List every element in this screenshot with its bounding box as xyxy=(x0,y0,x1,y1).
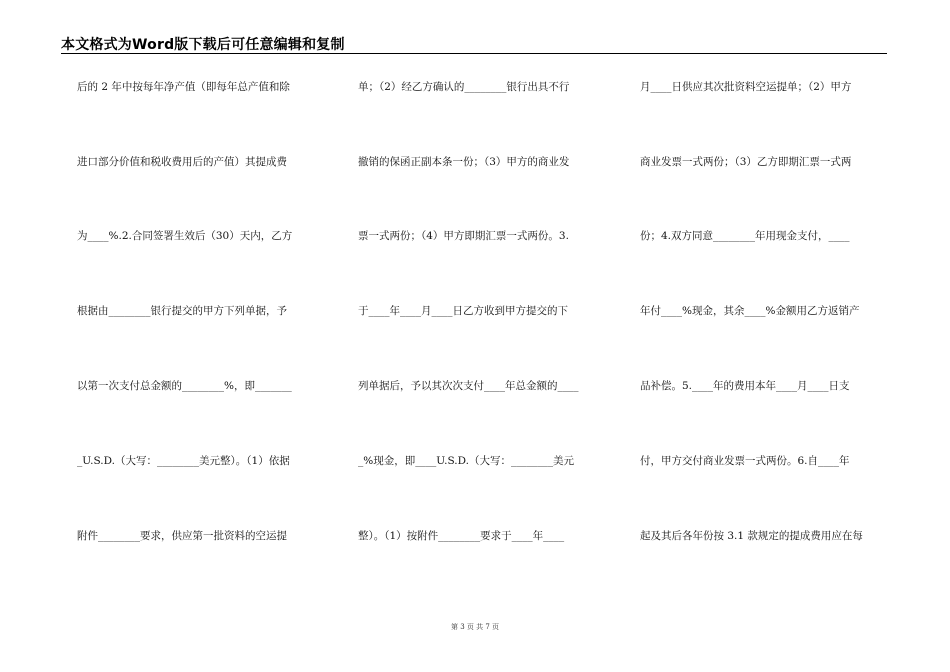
text-line: 商业发票一式两份；（3）乙方即期汇票一式两 xyxy=(640,156,852,168)
text-line: 以第一次支付总金额的________%，即_______ xyxy=(77,380,292,392)
text-line: _U.S.D.（大写：________美元整）。（1）依据 xyxy=(77,455,290,467)
text-line: 整）。（1）按附件________要求于____年____ xyxy=(358,530,565,542)
text-line: 进口部分价值和税收费用后的产值）其提成费 xyxy=(77,156,287,168)
text-line: 撤销的保函正副本条一份；（3）甲方的商业发 xyxy=(358,156,570,168)
text-line: 份；4.双方同意________年用现金支付，____ xyxy=(640,230,850,242)
text-line: 后的 2 年中按每年净产值（即每年总产值和除 xyxy=(77,81,290,93)
text-line: 品补偿。5.____年的费用本年____月____日支 xyxy=(640,380,850,392)
text-line: 根据由________银行提交的甲方下列单据，予 xyxy=(77,305,287,317)
text-line: 年付____%现金，其余____%金额用乙方返销产 xyxy=(640,305,860,317)
text-line: 月____日供应其次批资料空运提单；（2）甲方 xyxy=(640,81,852,93)
text-line: _%现金，即____U.S.D.（大写：________美元 xyxy=(358,455,574,467)
text-line: 单；（2）经乙方确认的________银行出具不行 xyxy=(358,81,570,93)
text-line: 票一式两份；（4）甲方即期汇票一式两份。3. xyxy=(358,230,569,242)
text-line: 付，甲方交付商业发票一式两份。6.自____年 xyxy=(640,455,850,467)
text-line: 起及其后各年份按 3.1 款规定的提成费用应在每 xyxy=(640,530,863,542)
text-line: 于____年____月____日乙方收到甲方提交的下 xyxy=(358,305,568,317)
header-divider xyxy=(61,53,887,54)
text-line: 附件________要求，供应第一批资料的空运提 xyxy=(77,530,287,542)
text-line: 列单据后，予以其次次支付____年总金额的____ xyxy=(358,380,579,392)
page-header-title: 本文格式为Word版下载后可任意编辑和复制 xyxy=(61,37,345,53)
text-line: 为____%.2.合同签署生效后（30）天内，乙方 xyxy=(77,230,293,242)
page-number: 第 3 页 共 7 页 xyxy=(450,623,500,631)
